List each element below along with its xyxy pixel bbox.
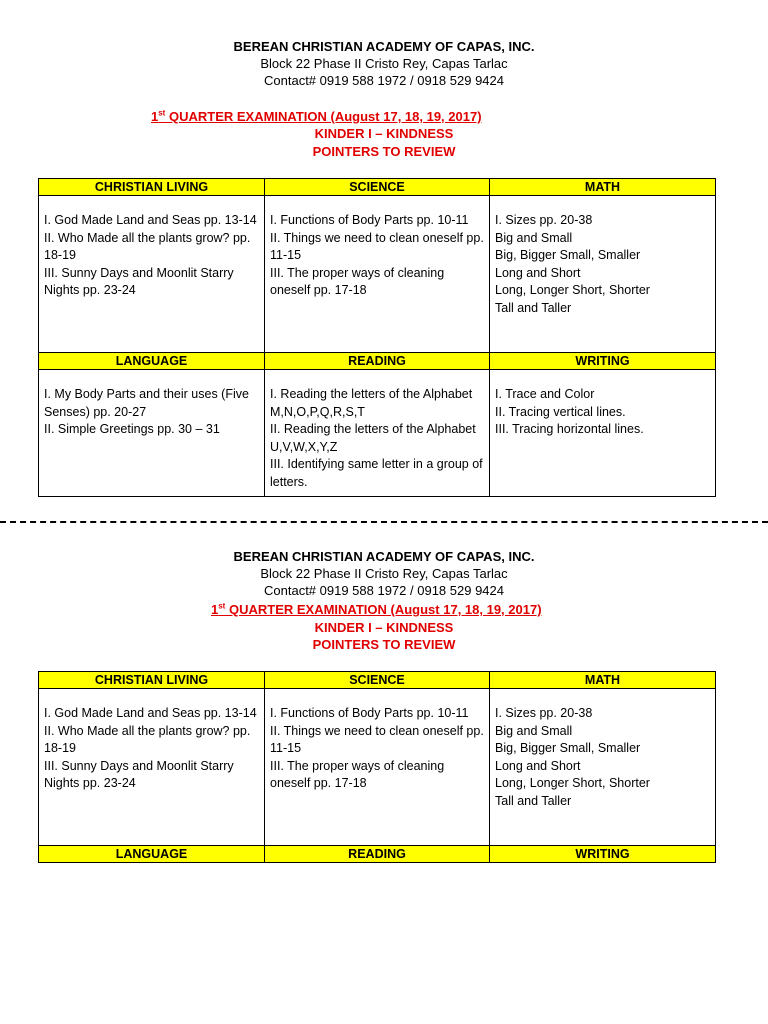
list-item: I. God Made Land and Seas pp. 13-14: [44, 213, 257, 227]
school-contact: Contact# 0919 588 1972 / 0918 529 9424: [264, 583, 504, 598]
header-language: LANGUAGE: [39, 353, 265, 370]
exam-subtitle-text: POINTERS TO REVIEW: [312, 144, 456, 159]
header-math: MATH: [490, 672, 716, 689]
subject-header-row: [39, 353, 716, 370]
header-science: SCIENCE: [265, 179, 490, 196]
list-item: Tall and Taller: [495, 300, 572, 315]
header-writing: WRITING: [490, 353, 716, 370]
school-address: Block 22 Phase II Cristo Rey, Capas Tarlac: [260, 56, 508, 71]
list-item: Long and Short: [495, 758, 581, 773]
review-table-1: [38, 178, 716, 497]
exam-title-1: [151, 108, 482, 125]
exam-ordinal-suffix: st: [218, 601, 226, 611]
subject-content-row: [39, 689, 716, 846]
list-item: II. Who Made all the plants grow? pp. 18-19: [44, 723, 251, 755]
school-address: Block 22 Phase II Cristo Rey, Capas Tarlac: [260, 566, 508, 581]
list-item: I. God Made Land and Seas pp. 13-14: [44, 706, 257, 720]
subject-header-row: [39, 846, 716, 863]
subject-header-row: [39, 179, 716, 196]
christian-living-cell: [39, 196, 265, 353]
header-language: LANGUAGE: [39, 846, 265, 863]
list-item: Big, Bigger Small, Smaller: [495, 248, 641, 262]
exam-title-text: QUARTER EXAMINATION (August 17, 18, 19, 2017): [168, 109, 482, 124]
reading-cell: [265, 370, 490, 497]
header-christian-living: CHRISTIAN LIVING: [39, 179, 265, 196]
math-cell: [490, 196, 716, 353]
list-item: I. Reading the letters of the Alphabet M,N,O,P,Q,R,S,T: [270, 387, 473, 419]
list-item: I. My Body Parts and their uses (Five Senses) pp. 20-27: [44, 387, 249, 419]
list-item: II. Who Made all the plants grow? pp. 18-19: [44, 230, 251, 262]
list-item: II. Reading the letters of the Alphabet U,V,W,X,Y,Z: [270, 422, 476, 454]
list-item: Long and Short: [495, 265, 581, 280]
list-item: I. Sizes pp. 20-38: [495, 213, 593, 227]
header-christian-living: CHRISTIAN LIVING: [39, 672, 265, 689]
language-cell: [39, 370, 265, 497]
exam-title-2: [211, 601, 542, 618]
exam-ordinal-suffix: st: [158, 108, 166, 118]
school-name: BEREAN CHRISTIAN ACADEMY OF CAPAS, INC.: [233, 39, 535, 54]
list-item: I. Trace and Color: [495, 387, 595, 401]
list-item: Tall and Taller: [495, 793, 572, 808]
exam-subtitle-2: [0, 636, 768, 653]
list-item: Long, Longer Short, Shorter: [495, 776, 650, 790]
list-item: III. The proper ways of cleaning oneself pp. 17-18: [270, 265, 445, 297]
list-item: Long, Longer Short, Shorter: [495, 283, 650, 297]
exam-ordinal-number: 1: [211, 602, 219, 617]
exam-class-text: KINDER I – KINDNESS: [314, 620, 454, 635]
header-reading: READING: [265, 353, 490, 370]
list-item: II. Things we need to clean oneself pp. 11-15: [270, 230, 484, 262]
list-item: III. Sunny Days and Moonlit Starry Nights pp. 23-24: [44, 265, 234, 297]
list-item: III. Sunny Days and Moonlit Starry Nights pp. 23-24: [44, 758, 234, 790]
list-item: Big and Small: [495, 723, 573, 738]
school-header-2: [0, 548, 768, 599]
list-item: Big and Small: [495, 230, 573, 245]
list-item: Big, Bigger Small, Smaller: [495, 741, 641, 755]
science-cell: [265, 196, 490, 353]
list-item: I. Functions of Body Parts pp. 10-11: [270, 706, 469, 720]
cut-line-divider: [0, 521, 768, 523]
list-item: II. Things we need to clean oneself pp. 11-15: [270, 723, 484, 755]
list-item: III. Identifying same letter in a group of letters.: [270, 457, 483, 489]
school-contact: Contact# 0919 588 1972 / 0918 529 9424: [264, 73, 504, 88]
math-cell: [490, 689, 716, 846]
subject-content-row: [39, 196, 716, 353]
exam-title-text: QUARTER EXAMINATION (August 17, 18, 19, 2017): [228, 602, 542, 617]
subject-header-row: [39, 672, 716, 689]
exam-class-1: [0, 125, 768, 142]
exam-subtitle-text: POINTERS TO REVIEW: [312, 637, 456, 652]
review-table-2: [38, 671, 716, 863]
subject-content-row: [39, 370, 716, 497]
exam-subtitle-1: [0, 143, 768, 160]
list-item: III. Tracing horizontal lines.: [495, 422, 644, 436]
list-item: I. Functions of Body Parts pp. 10-11: [270, 213, 469, 227]
christian-living-cell: [39, 689, 265, 846]
school-name: BEREAN CHRISTIAN ACADEMY OF CAPAS, INC.: [233, 549, 535, 564]
list-item: II. Tracing vertical lines.: [495, 404, 626, 419]
header-writing: WRITING: [490, 846, 716, 863]
header-reading: READING: [265, 846, 490, 863]
header-science: SCIENCE: [265, 672, 490, 689]
writing-cell: [490, 370, 716, 497]
list-item: II. Simple Greetings pp. 30 – 31: [44, 422, 220, 436]
list-item: III. The proper ways of cleaning oneself pp. 17-18: [270, 758, 445, 790]
exam-ordinal-number: 1: [151, 109, 159, 124]
list-item: I. Sizes pp. 20-38: [495, 706, 593, 720]
science-cell: [265, 689, 490, 846]
school-header-1: [0, 38, 768, 89]
exam-class-2: [0, 619, 768, 636]
exam-class-text: KINDER I – KINDNESS: [314, 126, 454, 141]
header-math: MATH: [490, 179, 716, 196]
